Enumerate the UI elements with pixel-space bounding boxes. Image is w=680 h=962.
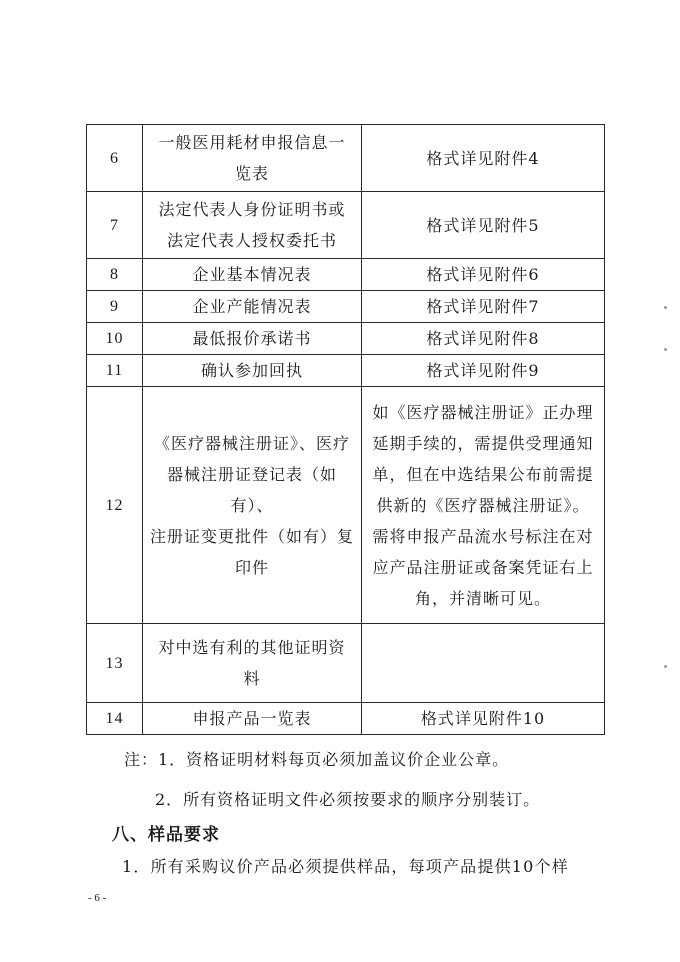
paragraph: 1．所有采购议价产品必须提供样品，每项产品提供10个样 [122, 857, 569, 876]
material-name [143, 192, 362, 259]
material-name-line: 料 [243, 669, 261, 688]
note-line: 角，并清晰可见。 [414, 588, 551, 608]
material-name-line: 法定代表人身份证明书或 [158, 200, 346, 219]
material-note: 格式详见附件6 [362, 259, 605, 291]
note-line: 供新的《医疗器械注册证》。 [376, 495, 590, 515]
scan-speck [664, 665, 667, 668]
note-line: 应产品注册证或备案凭证右上 [372, 557, 594, 577]
material-name-line: 对中选有利的其他证明资 [158, 638, 346, 657]
scan-speck [664, 306, 667, 309]
material-name-line: 注册证变更批件（如有）复 [149, 526, 354, 546]
material-name-line: 印件 [234, 557, 269, 577]
material-note [362, 387, 605, 624]
table-notes [124, 750, 540, 830]
material-note: 格式详见附件9 [362, 355, 605, 387]
note-line: 单，但在中选结果公布前需提 [372, 464, 594, 484]
row-number: 8 [87, 259, 143, 291]
material-name-line: 法定代表人授权委托书 [166, 231, 337, 250]
material-name [143, 125, 362, 192]
material-note [362, 624, 605, 703]
row-number: 14 [87, 703, 143, 735]
table-row [87, 125, 605, 192]
table-row [87, 703, 605, 735]
material-name [143, 387, 362, 624]
row-number: 6 [87, 125, 143, 192]
material-name-line: 一般医用耗材申报信息一 [158, 133, 346, 152]
material-name: 最低报价承诺书 [143, 323, 362, 355]
material-note: 格式详见附件5 [362, 192, 605, 259]
row-number: 13 [87, 624, 143, 703]
page-number: - 6 - [88, 892, 107, 904]
material-name: 确认参加回执 [143, 355, 362, 387]
material-name [143, 624, 362, 703]
material-name-line: 器械注册证登记表（如有）、 [166, 464, 337, 515]
row-number: 7 [87, 192, 143, 259]
note-line: 延期手续的，需提供受理通知 [372, 433, 594, 453]
materials-table [86, 124, 605, 735]
row-number: 12 [87, 387, 143, 624]
material-name-line: 《医疗器械注册证》、医疗 [153, 433, 350, 453]
material-note: 格式详见附件8 [362, 323, 605, 355]
table-row [87, 291, 605, 323]
material-name: 企业产能情况表 [143, 291, 362, 323]
material-name: 申报产品一览表 [143, 703, 362, 735]
table-row [87, 259, 605, 291]
table-row [87, 355, 605, 387]
table-row [87, 323, 605, 355]
table-row [87, 192, 605, 259]
note-line: 需将申报产品流水号标注在对 [372, 526, 594, 546]
material-note: 格式详见附件4 [362, 125, 605, 192]
material-name: 企业基本情况表 [143, 259, 362, 291]
row-number: 10 [87, 323, 143, 355]
table-row [87, 387, 605, 624]
table-row [87, 624, 605, 703]
section-heading: 八、样品要求 [112, 825, 220, 845]
row-number: 11 [87, 355, 143, 387]
material-note: 格式详见附件10 [362, 703, 605, 735]
row-number: 9 [87, 291, 143, 323]
material-note: 格式详见附件7 [362, 291, 605, 323]
note-item-2: 2．所有资格证明文件必须按要求的顺序分别装订。 [155, 790, 541, 809]
material-name-line: 览表 [234, 164, 269, 183]
note-item-1: 注：1．资格证明材料每页必须加盖议价企业公章。 [124, 750, 510, 769]
note-line: 如《医疗器械注册证》正办理 [372, 402, 594, 422]
scan-speck [664, 348, 667, 351]
